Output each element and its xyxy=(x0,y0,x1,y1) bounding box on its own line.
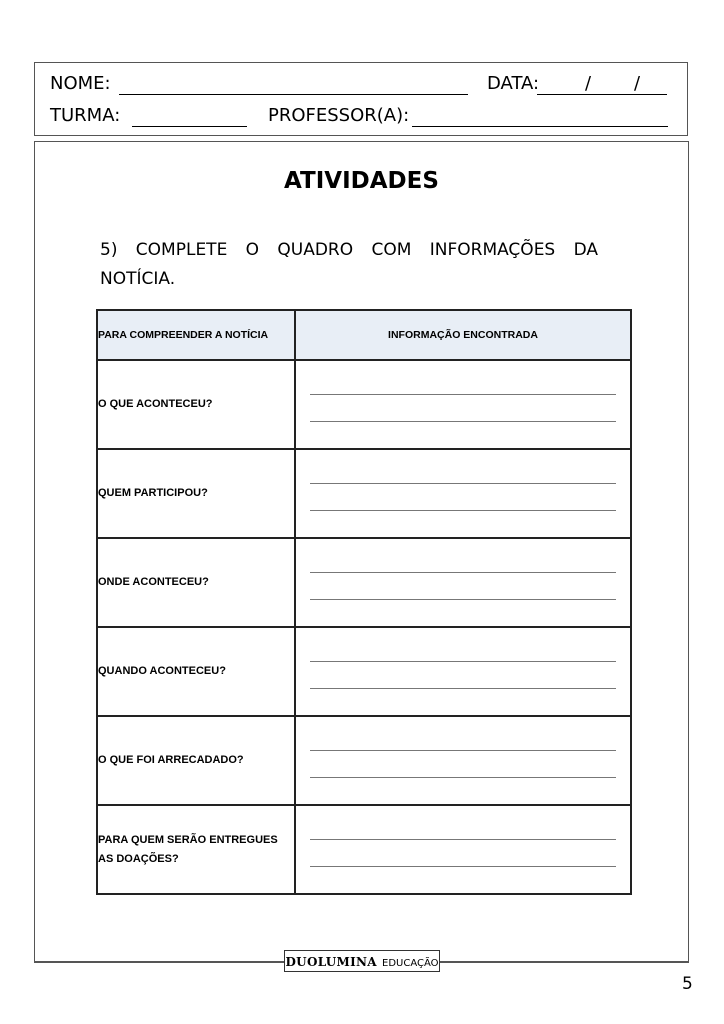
answer-line xyxy=(310,599,616,600)
date-separator-2: / xyxy=(634,73,641,94)
answer-line xyxy=(310,688,616,689)
page-number: 5 xyxy=(682,974,693,994)
table-row xyxy=(97,449,631,538)
question-cell: QUEM PARTICIPOU? xyxy=(97,449,295,538)
date-field[interactable] xyxy=(537,73,667,95)
answer-line xyxy=(310,866,616,867)
answer-cell[interactable] xyxy=(295,538,631,627)
footer-divider-left xyxy=(34,961,284,962)
table-row xyxy=(97,627,631,716)
page-title: ATIVIDADES xyxy=(284,168,439,194)
answer-line xyxy=(310,750,616,751)
answer-cell[interactable] xyxy=(295,449,631,538)
answer-line xyxy=(310,510,616,511)
brand-logo xyxy=(284,950,440,972)
brand-name: DUOLUMINA xyxy=(285,955,377,969)
answer-line xyxy=(310,483,616,484)
answer-cell[interactable] xyxy=(295,805,631,894)
answer-cell[interactable] xyxy=(295,716,631,805)
info-table xyxy=(96,309,632,895)
nome-field[interactable] xyxy=(119,94,468,95)
column-header-question: PARA COMPREENDER A NOTÍCIA xyxy=(97,310,295,360)
answer-line xyxy=(310,777,616,778)
professor-field[interactable] xyxy=(412,126,668,127)
instruction-text: 5) COMPLETE O QUADRO COM INFORMAÇÕES DA NOTÍCIA. xyxy=(100,240,598,289)
answer-line xyxy=(310,839,616,840)
answer-line xyxy=(310,394,616,395)
answer-cell[interactable] xyxy=(295,627,631,716)
data-label: DATA: xyxy=(487,73,540,94)
question-cell: PARA QUEM SERÃO ENTREGUES AS DOAÇÕES? xyxy=(97,805,295,894)
professor-label: PROFESSOR(A): xyxy=(268,105,410,126)
column-header-answer: INFORMAÇÃO ENCONTRADA xyxy=(295,310,631,360)
nome-label: NOME: xyxy=(50,73,111,94)
table-row xyxy=(97,716,631,805)
answer-line xyxy=(310,661,616,662)
date-separator-1: / xyxy=(585,73,592,94)
turma-label: TURMA: xyxy=(50,105,121,126)
question-cell: QUANDO ACONTECEU? xyxy=(97,627,295,716)
table-row xyxy=(97,360,631,449)
footer-divider-right xyxy=(440,961,689,962)
question-cell: O QUE FOI ARRECADADO? xyxy=(97,716,295,805)
table-row xyxy=(97,805,631,894)
brand-subtitle: EDUCAÇÃO xyxy=(382,958,439,969)
table-header-row xyxy=(97,310,631,360)
question-cell: ONDE ACONTECEU? xyxy=(97,538,295,627)
table-row xyxy=(97,538,631,627)
answer-line xyxy=(310,421,616,422)
question-cell: O QUE ACONTECEU? xyxy=(97,360,295,449)
turma-field[interactable] xyxy=(132,126,247,127)
answer-line xyxy=(310,572,616,573)
answer-cell[interactable] xyxy=(295,360,631,449)
